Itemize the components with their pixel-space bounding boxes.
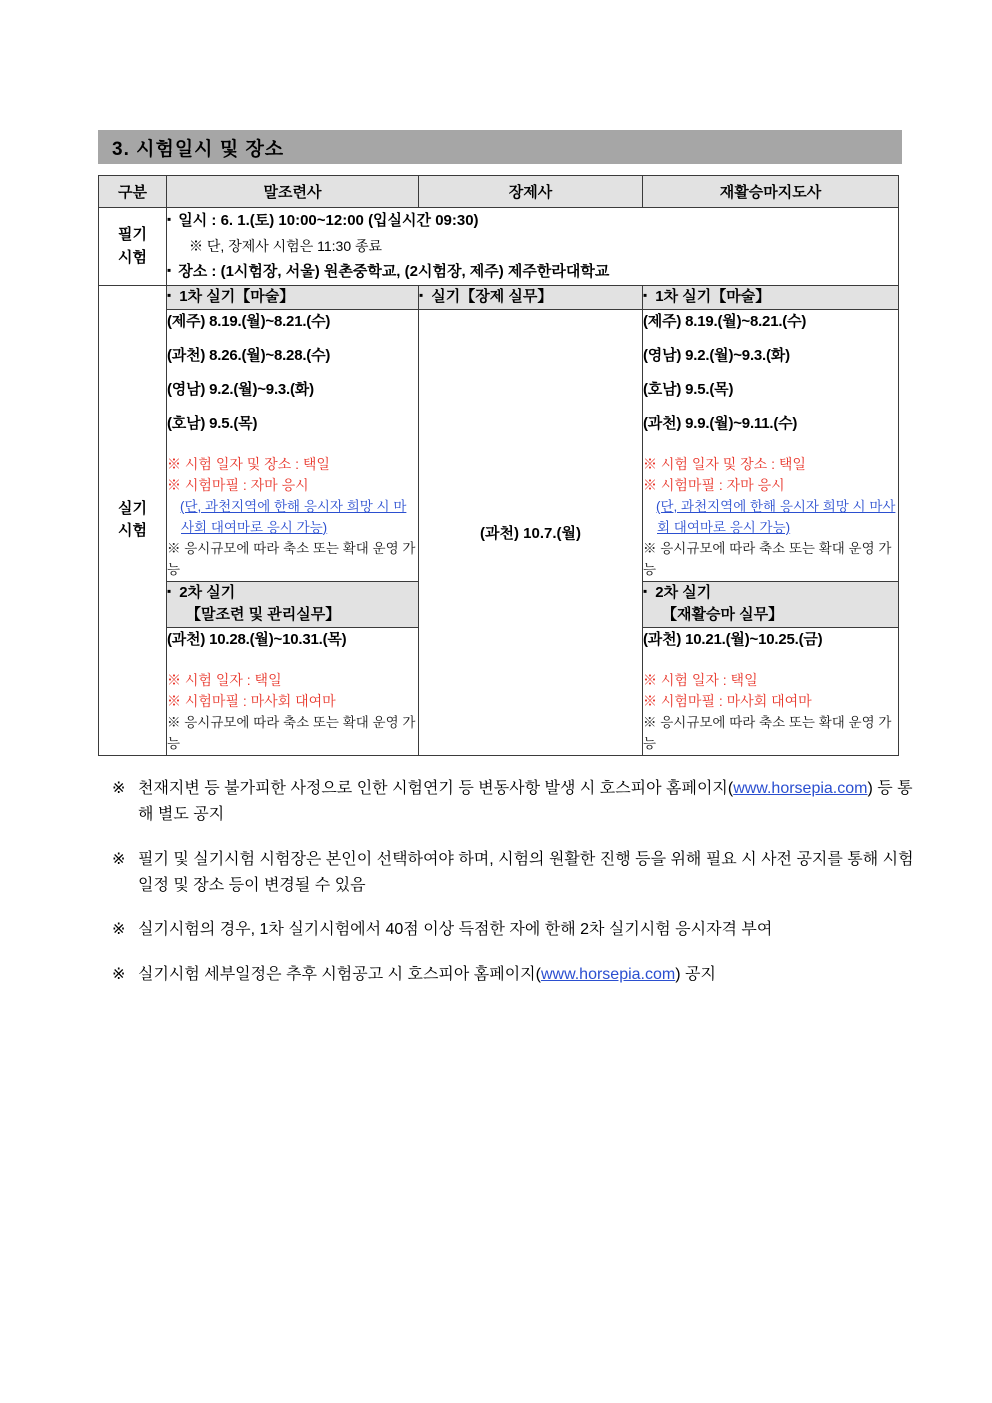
written-exam-datetime: ▪ 일시 : 6. 1.(토) 10:00~12:00 (입실시간 09:30) <box>167 208 898 234</box>
column-header-gubun: 구분 <box>99 176 167 208</box>
trainer-first-date-1: (제주) 8.19.(월)~8.21.(수) <box>167 312 331 330</box>
rehab-first-date-3: (호남) 9.5.(목) <box>643 380 734 398</box>
trainer-second-note-red-1: ※ 시험 일자 : 택일 <box>167 671 282 688</box>
trainer-second-practical-heading <box>167 581 419 627</box>
written-exam-details <box>167 208 899 286</box>
column-header-horse-trainer: 말조련사 <box>167 176 419 208</box>
trainer-second-practical-heading-line2: 【말조련 및 관리실무】 <box>186 606 341 624</box>
footnote-marker: ※ <box>112 921 126 939</box>
trainer-second-note-gray: ※ 응시규모에 따라 축소 또는 확대 운영 가능 <box>167 714 416 751</box>
section-heading-bar <box>98 130 902 164</box>
row-label-written-exam: 필기 시험 <box>99 208 167 286</box>
farrier-practical-heading <box>419 286 643 310</box>
trainer-first-note-blue: (단, 과천지역에 한해 응시자 희망 시 마사회 대여마로 응시 가능) <box>180 498 407 535</box>
rehab-first-practical-body <box>643 309 899 581</box>
practical-head-row <box>99 286 899 310</box>
footnote-text-post: ) 등 통해 별도 공지 <box>138 779 913 824</box>
footnote-item <box>112 917 922 943</box>
section-title: 3. 시험일시 및 장소 <box>112 138 285 160</box>
footnote-item <box>112 962 922 988</box>
footnote-text: 필기 및 실기시험 시험장은 본인이 선택하여야 하며, 시험의 원활한 진행 등을 위해 필요 시 사전 공지를 통해 시험일정 및 장소 등이 변경될 수 있음 <box>138 850 914 894</box>
rehab-second-note-red-2: ※ 시험마필 : 마사회 대여마 <box>643 693 812 710</box>
trainer-second-practical-heading-line1: ▪ 2차 실기 <box>167 584 235 601</box>
practical-first-body-row <box>99 309 899 581</box>
rehab-second-practical-body <box>643 627 899 755</box>
rehab-second-practical-heading <box>643 581 899 627</box>
trainer-first-note-gray: ※ 응시규모에 따라 축소 또는 확대 운영 가능 <box>167 540 416 577</box>
rehab-first-note-red-2: ※ 시험마필 : 자마 응시 <box>643 477 785 494</box>
footnote-text <box>138 776 922 829</box>
trainer-first-date-4: (호남) 9.5.(목) <box>167 414 258 432</box>
footnote-text-pre: 천재지변 등 불가피한 사정으로 인한 시험연기 등 변동사항 발생 시 호스피아 홈페이지( <box>138 779 734 797</box>
trainer-first-note-red-1: ※ 시험 일자 및 장소 : 택일 <box>167 455 330 472</box>
written-exam-row <box>99 208 899 286</box>
rehab-second-note-gray: ※ 응시규모에 따라 축소 또는 확대 운영 가능 <box>643 714 892 751</box>
trainer-first-practical-heading-text: ▪ 1차 실기【마술】 <box>167 288 294 305</box>
rehab-first-date-4: (과천) 9.9.(월)~9.11.(수) <box>643 414 798 432</box>
footnote-text: 실기시험의 경우, 1차 실기시험에서 40점 이상 득점한 자에 한해 2차 실기시험 응시자격 부여 <box>138 921 773 939</box>
written-exam-note: ※ 단, 장제사 시험은 11:30 종료 <box>189 238 383 255</box>
footnote-marker: ※ <box>112 850 126 868</box>
footnote-item <box>112 847 922 900</box>
trainer-first-note-red-2: ※ 시험마필 : 자마 응시 <box>167 477 309 494</box>
trainer-first-practical-body <box>167 309 419 581</box>
rehab-first-note-blue: (단, 과천지역에 한해 응시자 희망 시 마사회 대여마로 응시 가능) <box>656 498 896 535</box>
rehab-first-date-2: (영남) 9.2.(월)~9.3.(화) <box>643 346 790 364</box>
rehab-first-practical-heading-text: ▪ 1차 실기【마술】 <box>643 288 770 305</box>
trainer-first-date-2: (과천) 8.26.(월)~8.28.(수) <box>167 346 331 364</box>
rehab-first-date-1: (제주) 8.19.(월)~8.21.(수) <box>643 312 807 330</box>
rehab-second-note-red-1: ※ 시험 일자 : 택일 <box>643 671 758 688</box>
rehab-first-note-gray: ※ 응시규모에 따라 축소 또는 확대 운영 가능 <box>643 540 892 577</box>
footnote-item <box>112 776 922 829</box>
footnote-marker: ※ <box>112 965 126 983</box>
table-header-row <box>99 176 899 208</box>
column-header-farrier: 장제사 <box>419 176 643 208</box>
exam-schedule-table <box>98 175 899 756</box>
rehab-second-practical-heading-line2: 【재활승마 실무】 <box>662 606 784 624</box>
column-header-rehab-riding: 재활승마지도사 <box>643 176 899 208</box>
footnote-text-post: ) 공지 <box>675 965 716 983</box>
trainer-second-date-1: (과천) 10.28.(월)~10.31.(목) <box>167 630 347 648</box>
row-label-practical-exam: 실기 시험 <box>99 286 167 756</box>
trainer-first-date-3: (영남) 9.2.(월)~9.3.(화) <box>167 380 314 398</box>
footnotes-list <box>98 776 922 988</box>
trainer-second-practical-body <box>167 627 419 755</box>
rehab-second-date-1: (과천) 10.21.(월)~10.25.(금) <box>643 630 823 648</box>
footnote-text <box>138 962 922 988</box>
rehab-first-note-red-1: ※ 시험 일자 및 장소 : 택일 <box>643 455 806 472</box>
trainer-second-note-red-2: ※ 시험마필 : 마사회 대여마 <box>167 693 336 710</box>
footnote-text-pre: 실기시험 세부일정은 추후 시험공고 시 호스피아 홈페이지( <box>138 965 541 983</box>
footnote-marker: ※ <box>112 779 126 797</box>
written-exam-venue: ▪ 장소 : (1시험장, 서울) 원촌중학교, (2시험장, 제주) 제주한라대학교 <box>167 259 898 285</box>
trainer-first-practical-heading <box>167 286 419 310</box>
farrier-practical-date: (과천) 10.7.(월) <box>480 524 581 542</box>
rehab-first-practical-heading <box>643 286 899 310</box>
farrier-practical-date-cell <box>419 309 643 755</box>
horsepia-link[interactable]: www.horsepia.com <box>540 965 676 983</box>
horsepia-link[interactable]: www.horsepia.com <box>733 779 868 797</box>
farrier-practical-heading-text: ▪ 실기【장제 실무】 <box>419 288 552 305</box>
rehab-second-practical-heading-line1: ▪ 2차 실기 <box>643 584 711 601</box>
